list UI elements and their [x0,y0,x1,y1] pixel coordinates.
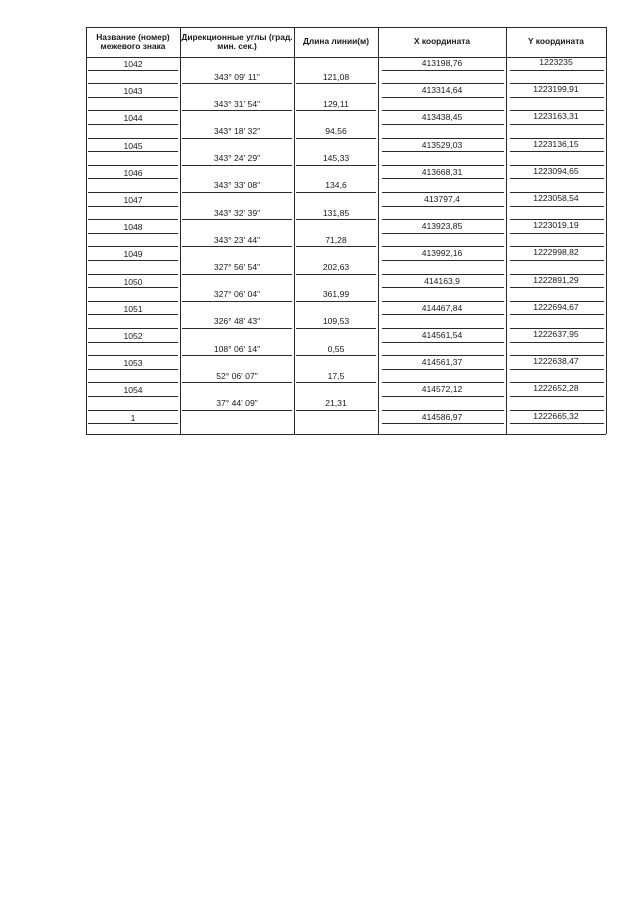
row-separator [88,138,178,139]
direction-angle: 343° 09' 11" [214,71,260,82]
x-coordinate: 413668,31 [421,166,463,177]
row-separator [382,151,504,152]
row-separator [510,206,604,207]
row-separator [510,423,604,424]
line-length: 134,6 [325,180,347,191]
line-length: 0,55 [327,343,345,354]
direction-angle: 343° 33' 08" [213,180,261,191]
grid-line-bottom [86,434,606,435]
row-separator [382,246,504,247]
x-coordinate: 414586,97 [421,411,463,422]
row-separator [382,301,504,302]
y-coordinate: 1223199,91 [533,84,579,95]
row-separator [510,314,604,315]
row-separator [182,328,292,329]
row-separator [382,260,504,261]
row-separator [510,233,604,234]
y-coordinate: 1222652,28 [533,383,579,394]
row-separator [182,274,292,275]
row-separator [510,396,604,397]
row-separator [510,151,604,152]
row-separator [510,369,604,370]
row-separator [382,165,504,166]
line-length: 109,53 [322,316,350,327]
row-separator [510,178,604,179]
point-name: 1052 [123,331,143,341]
row-separator [382,206,504,207]
x-coordinate: 414163,9 [424,275,460,286]
row-separator [182,165,292,166]
x-coordinate: 414572,12 [421,384,463,395]
direction-angle: 108° 06' 14" [213,343,261,354]
header-y [506,27,606,57]
x-coordinate: 413314,64 [421,85,463,96]
coordinates-table [86,27,606,435]
row-separator [88,287,178,288]
y-coordinate: 1222665,32 [533,410,579,421]
row-separator [382,369,504,370]
row-separator [182,382,292,383]
line-length: 121,08 [322,71,350,82]
row-separator [88,178,178,179]
row-separator [296,165,376,166]
row-separator [382,382,504,383]
header-angles-text: Дирекционные углы (град. мин. сек.) [181,31,293,51]
line-length: 71,28 [325,234,347,245]
row-separator [382,192,504,193]
y-coordinate: 1223235 [539,57,573,67]
row-separator [382,355,504,356]
row-separator [88,328,178,329]
direction-angle: 343° 31' 54" [213,98,261,109]
x-coordinate: 414561,37 [421,357,463,368]
row-separator [88,110,178,111]
row-separator [510,287,604,288]
header-name [86,27,180,57]
line-length: 361,99 [322,289,350,300]
row-separator [182,355,292,356]
row-separator [182,110,292,111]
point-name: 1054 [123,385,143,396]
line-length: 17,5 [327,370,345,381]
row-separator [382,314,504,315]
row-separator [88,70,178,71]
row-separator [510,342,604,343]
x-coordinate: 413992,16 [421,248,463,259]
row-separator [382,97,504,98]
header-name-text: Название (номер) межевого знака [96,31,170,51]
row-separator [296,355,376,356]
row-separator [382,423,504,424]
row-separator [88,382,178,383]
row-separator [182,192,292,193]
row-separator [382,396,504,397]
x-coordinate: 413797,4 [424,194,460,204]
point-name: 1048 [123,222,143,233]
y-coordinate: 1222637,95 [533,329,579,339]
header-x [378,27,506,57]
row-separator [382,233,504,234]
direction-angle: 326° 48' 43" [213,316,261,327]
row-separator [182,138,292,139]
row-separator [382,287,504,288]
row-separator [382,110,504,111]
row-separator [88,206,178,207]
point-name: 1053 [123,358,143,369]
header-x-text: X координата [413,36,471,47]
y-coordinate: 1222891,29 [533,274,579,285]
row-separator [88,165,178,166]
row-separator [382,70,504,71]
row-separator [88,301,178,302]
x-coordinate: 413529,03 [421,139,463,150]
row-separator [296,83,376,84]
line-length: 21,31 [325,398,347,408]
x-coordinate: 414561,54 [421,330,463,340]
point-name: 1045 [123,140,143,151]
row-separator [88,396,178,397]
point-name: 1046 [123,167,143,178]
line-length: 94,56 [325,126,347,136]
y-coordinate: 1222998,82 [533,247,579,258]
row-separator [182,219,292,220]
y-coordinate: 1223163,31 [533,111,579,122]
grid-line-top [86,27,606,28]
line-length: 129,11 [323,98,349,109]
x-coordinate: 414467,84 [421,302,463,313]
row-separator [88,355,178,356]
header-y-text: Y координата [528,36,584,47]
direction-angle: 343° 23' 44" [213,234,261,245]
row-separator [296,382,376,383]
header-angles [180,27,294,57]
grid-line-vertical [606,27,607,434]
row-separator [296,192,376,193]
row-separator [182,83,292,84]
row-separator [88,246,178,247]
point-name: 1047 [123,195,143,205]
row-separator [88,314,178,315]
row-separator [88,369,178,370]
point-name: 1042 [123,59,143,69]
direction-angle: 343° 24' 29" [213,153,261,164]
row-separator [296,274,376,275]
row-separator [88,233,178,234]
row-separator [510,124,604,125]
y-coordinate: 1222638,47 [533,356,579,367]
row-separator [182,301,292,302]
header-length [294,27,378,57]
x-coordinate: 413438,45 [421,112,463,123]
y-coordinate: 1223019,19 [533,220,579,231]
row-separator [88,83,178,84]
row-separator [382,328,504,329]
row-separator [296,301,376,302]
row-separator [382,342,504,343]
line-length: 202,63 [322,262,350,272]
direction-angle: 343° 32' 39" [213,207,261,218]
row-separator [88,410,178,411]
row-separator [88,192,178,193]
row-separator [88,274,178,275]
point-name: 1049 [123,249,143,260]
direction-angle: 327° 56' 54" [213,262,261,272]
row-separator [382,83,504,84]
row-separator [182,410,292,411]
row-separator [88,124,178,125]
x-coordinate: 413923,85 [421,221,463,232]
row-separator [382,138,504,139]
row-separator [296,219,376,220]
row-separator [382,219,504,220]
row-separator [510,97,604,98]
row-separator [88,423,178,424]
y-coordinate: 1222694,67 [533,301,579,312]
row-separator [510,260,604,261]
line-length: 131,85 [322,207,350,218]
row-separator [296,138,376,139]
row-separator [382,274,504,275]
row-separator [88,219,178,220]
point-name: 1 [130,412,136,423]
row-separator [382,410,504,411]
row-separator [88,260,178,261]
header-length-text: Длина линии(м) [302,36,370,47]
x-coordinate: 413198,76 [421,58,463,68]
row-separator [382,124,504,125]
row-separator [182,246,292,247]
point-name: 1050 [123,276,143,287]
point-name: 1043 [123,86,143,97]
y-coordinate: 1223136,15 [533,138,579,149]
point-name: 1051 [123,303,143,314]
line-length: 145,33 [322,153,350,164]
row-separator [296,246,376,247]
direction-angle: 327° 06' 04" [213,289,261,300]
row-separator [382,178,504,179]
direction-angle: 343° 18' 32" [213,126,261,136]
y-coordinate: 1223058,54 [533,193,579,203]
row-separator [296,110,376,111]
row-separator [88,97,178,98]
row-separator [296,328,376,329]
row-separator [88,342,178,343]
row-separator [510,70,604,71]
row-separator [88,151,178,152]
direction-angle: 37° 44' 09" [216,398,258,408]
direction-angle: 52° 06' 07" [216,370,258,381]
point-name: 1044 [123,113,143,124]
row-separator [296,410,376,411]
y-coordinate: 1223094,65 [533,165,579,176]
